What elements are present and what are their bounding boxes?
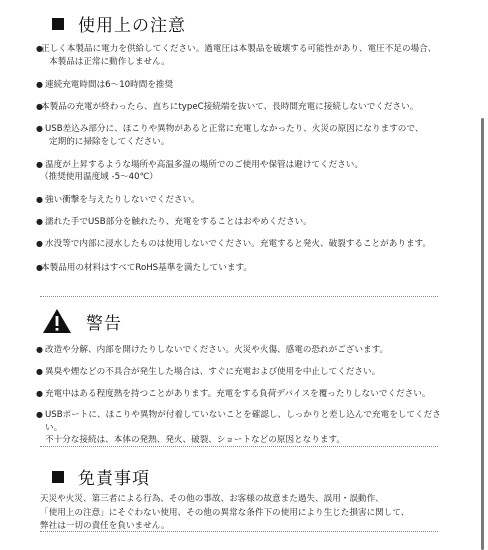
usage-item: ● USB差込み部分に、ほこりや異物があると正常に充電しなかったり、火災の原因になりますので、 定期的に掃除をしてください。 — [36, 124, 424, 147]
warning-triangle-icon — [42, 308, 72, 334]
bullet-icon: ● — [36, 195, 43, 204]
usage-item: ● 本製品用の材料はすべてRoHS基準を満たしています。 — [36, 263, 252, 273]
disclaimer-line: 天災や火災、第三者による行為、その他の事故、お客様の故意また過失、誤用・誤動作、 — [40, 494, 384, 504]
warning-title: 警告 — [86, 313, 122, 334]
disclaimer-body — [40, 493, 450, 534]
bullet-icon: ● — [36, 102, 43, 111]
usage-item: ● 水没等で内部に浸水したものは使用しないでください。充電すると発火、破裂することがあります。 — [36, 239, 432, 249]
disclaimer-line: 弊社は一切の責任を負いません。 — [40, 521, 170, 531]
section-divider — [40, 296, 438, 297]
usage-item: ● 連続充電時間は6〜10時間を推奨 — [36, 80, 174, 90]
usage-title: 使用上の注意 — [78, 16, 186, 36]
bullet-icon: ● — [36, 124, 43, 133]
warning-item: ● USBポートに、ほこりや異物が付着していないことを確認し、しっかりと差し込んで充電をしてください。 不十分な接続は、本体の発熱、発火、破裂、ショートなどの原因となります。 — [36, 410, 441, 445]
bullet-icon: ● — [36, 217, 43, 226]
bullet-icon: ● — [36, 367, 43, 376]
section-divider — [40, 446, 438, 447]
bullet-icon: ● — [36, 160, 43, 169]
usage-item: ● 強い衝撃を与えたりしないでください。 — [36, 195, 200, 205]
bullet-icon: ● — [36, 239, 43, 248]
black-square-icon — [52, 471, 64, 483]
bullet-icon: ● — [36, 263, 43, 272]
usage-item: ● 濡れた手でUSB部分を触れたり、充電をすることはおやめください。 — [36, 217, 312, 227]
section-divider — [40, 531, 438, 532]
bullet-icon: ● — [36, 44, 43, 53]
black-square-icon — [52, 18, 64, 30]
disclaimer-heading — [52, 464, 150, 489]
bullet-icon: ● — [36, 410, 43, 419]
bullet-icon: ● — [36, 80, 43, 89]
bullet-icon: ● — [36, 345, 43, 354]
warning-item: ● 改造や分解、内部を開けたりしないでください。火災や火傷、感電の恐れがございます。 — [36, 345, 389, 355]
disclaimer-title: 免責事項 — [78, 469, 150, 489]
usage-heading — [52, 11, 186, 36]
warning-heading — [42, 308, 122, 334]
bullet-icon: ● — [36, 389, 43, 398]
disclaimer-line: 「使用上の注意」にそぐわない使用、その他の異常な条件下の使用により生じた損害に関して、 — [40, 507, 410, 518]
usage-item: ● 正しく本製品に電力を供給してください。過電圧は本製品を破壊する可能性があり、電圧不足の場合、 本製品は正常に動作しません。 — [36, 44, 437, 67]
usage-item: ● 温度が上昇するような場所や高温多湿の場所でのご使用や保管は避けてください。 — [36, 160, 363, 170]
usage-item: ● 本製品の充電が終わったら、直ちにtypeC接続端を抜いて、長時間充電に接続しないでください。 — [36, 102, 419, 112]
recommended-temperature-note: （推奨使用温度域 -5〜40℃） — [40, 172, 158, 182]
warning-item: ● 異臭や煙などの不具合が発生した場合は、すぐに充電および使用を中止してください。 — [36, 367, 381, 377]
warning-item: ● 充電中はある程度熱を持つことがあります。充電をする負荷デバイスを覆ったりしないでください。 — [36, 389, 431, 399]
vertical-scrollbar[interactable] — [481, 118, 484, 550]
